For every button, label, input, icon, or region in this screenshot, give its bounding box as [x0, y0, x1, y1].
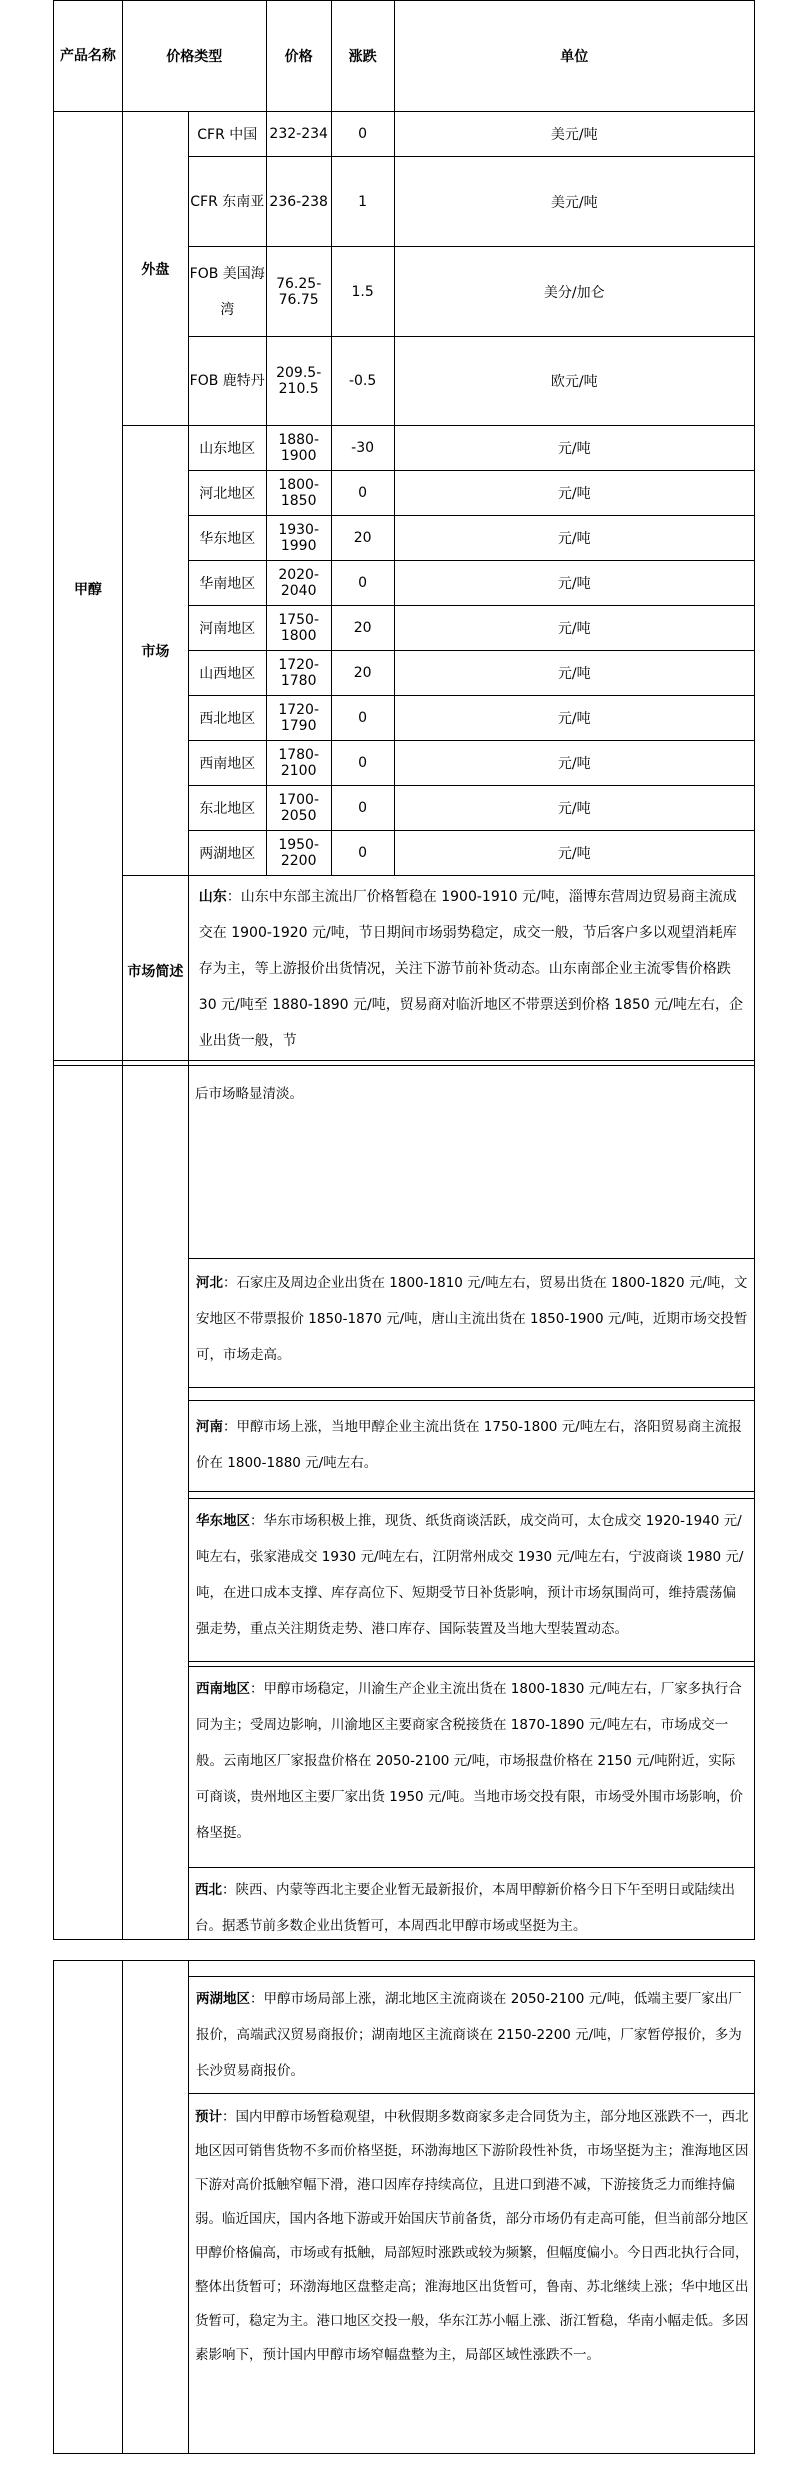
change-cell: 20	[331, 516, 394, 561]
price-type-cell: 西北地区	[188, 696, 266, 741]
summary-paragraph	[196, 1981, 748, 2089]
region-text: ：华东市场积极上推，现货、纸货商谈活跃，成交尚可，太仓成交 1920-1940 元/吨左右，张家港成交 1930 元/吨左右，江阴常州成交 1930 元/吨左右，宁波商谈 1980 元/吨，在进口成本支撑、库存高位下、短期受节日补货影响，预计市场氛围尚可，维持震荡偏强走势，重点关注期货走势、港口库存、国际装置及当地大型装置动态。	[196, 1513, 744, 1637]
change-cell: 20	[331, 606, 394, 651]
summary-paragraph	[195, 1872, 749, 1944]
region-title: 预计	[195, 2109, 222, 2125]
header-unit: 单位	[394, 1, 754, 112]
price-cell: 232-234	[266, 112, 331, 157]
unit-cell: 元/吨	[394, 786, 754, 831]
unit-cell: 美元/吨	[394, 157, 754, 247]
price-cell: 236-238	[266, 157, 331, 247]
unit-cell: 元/吨	[394, 561, 754, 606]
price-cell: 1700-2050	[266, 786, 331, 831]
region-title: 山东	[198, 889, 227, 905]
price-type-cell: 山西地区	[188, 651, 266, 696]
change-cell: -0.5	[331, 337, 394, 426]
summary-lianghu	[188, 1976, 755, 2094]
foreign-label: 外盘	[122, 112, 188, 426]
table-row	[54, 426, 755, 471]
unit-cell: 元/吨	[394, 426, 754, 471]
change-cell: 1.5	[331, 247, 394, 337]
price-type-cell: 华南地区	[188, 561, 266, 606]
summary-paragraph	[196, 1409, 748, 1481]
change-cell: 20	[331, 651, 394, 696]
header-change: 涨跌	[331, 1, 394, 112]
summary-shandong-cont	[195, 1076, 750, 1112]
summary-paragraph	[195, 2100, 749, 2372]
unit-cell: 欧元/吨	[394, 337, 754, 426]
change-cell: 0	[331, 696, 394, 741]
region-text: ：甲醇市场上涨，当地甲醇企业主流出货在 1750-1800 元/吨左右，洛阳贸易商主流报价在 1800-1880 元/吨左右。	[196, 1419, 742, 1471]
summary-paragraph	[196, 1265, 748, 1373]
product-name: 甲醇	[54, 112, 123, 1066]
region-text: ：甲醇市场稳定，川渝生产企业主流出货在 1800-1830 元/吨左右，厂家多执行合同为主；受周边影响，川渝地区主要商家含税接货在 1870-1890 元/吨左右，市场成交一般。云南地区厂家报盘价格在 2050-2100 元/吨，市场报盘价格在 2150 元/吨附近，实际可商谈，贵州地区主要厂家出货 1950 元/吨。当地市场交投有限，市场受外围市场影响，价格坚挺。	[196, 1681, 743, 1841]
change-cell: 0	[331, 786, 394, 831]
summary-shandong	[188, 876, 754, 1066]
change-cell: 0	[331, 471, 394, 516]
market-label: 市场	[122, 426, 188, 876]
price-cell: 76.25-76.75	[266, 247, 331, 337]
price-type-cell: CFR 中国	[188, 112, 266, 157]
unit-cell: 元/吨	[394, 831, 754, 876]
price-type-cell: FOB 鹿特丹	[188, 337, 266, 426]
change-cell: -30	[331, 426, 394, 471]
price-cell: 1950-2200	[266, 831, 331, 876]
change-cell: 1	[331, 157, 394, 247]
price-type-cell: 华东地区	[188, 516, 266, 561]
summary-xinan	[188, 1666, 755, 1868]
unit-cell: 元/吨	[394, 606, 754, 651]
price-cell: 1720-1780	[266, 651, 331, 696]
price-cell: 1750-1800	[266, 606, 331, 651]
summary-henan	[188, 1400, 755, 1492]
region-text: 后市场略显清淡。	[195, 1086, 303, 1102]
price-cell: 1780-2100	[266, 741, 331, 786]
page2-col-divider-1	[122, 1060, 123, 1940]
region-text: ：山东中东部主流出厂价格暂稳在 1900-1910 元/吨，淄博东营周边贸易商主流成交在 1900-1920 元/吨，节日期间市场弱势稳定，成交一般，节后客户多以观望消耗库存为主，等上游报价出货情况，关注下游节前补货动态。山东南部企业主流零售价格跌 30 元/吨至 1880-1890 元/吨，贸易商对临沂地区不带票送到价格 1850 元/吨左右，企业出货一般，节	[198, 889, 743, 1049]
price-type-cell: CFR 东南亚	[188, 157, 266, 247]
price-type-cell: 东北地区	[188, 786, 266, 831]
summary-label: 市场简述	[122, 876, 188, 1066]
price-cell: 2020-2040	[266, 561, 331, 606]
summary-xibei	[188, 1872, 755, 1940]
unit-cell: 元/吨	[394, 651, 754, 696]
price-cell: 1800-1850	[266, 471, 331, 516]
change-cell: 0	[331, 831, 394, 876]
price-type-cell: 河北地区	[188, 471, 266, 516]
unit-cell: 元/吨	[394, 471, 754, 516]
page3-col-divider-1	[122, 1960, 123, 2454]
unit-cell: 元/吨	[394, 741, 754, 786]
region-title: 西南地区	[196, 1681, 250, 1697]
region-title: 华东地区	[196, 1513, 250, 1529]
summary-paragraph	[196, 1671, 748, 1851]
change-cell: 0	[331, 741, 394, 786]
table-row	[54, 112, 755, 157]
summary-hebei	[188, 1258, 755, 1388]
price-cell: 209.5-210.5	[266, 337, 331, 426]
unit-cell: 元/吨	[394, 696, 754, 741]
price-type-cell: FOB 美国海湾	[188, 247, 266, 337]
price-cell: 1930-1990	[266, 516, 331, 561]
price-type-cell: 西南地区	[188, 741, 266, 786]
header-price: 价格	[266, 1, 331, 112]
summary-forecast	[188, 2096, 755, 2446]
region-text: ：石家庄及周边企业出货在 1800-1810 元/吨左右，贸易出货在 1800-1820 元/吨，文安地区不带票报价 1850-1870 元/吨，唐山主流出货在 1850-1900 元/吨，近期市场交投暂可，市场走高。	[196, 1275, 748, 1363]
region-text: ：甲醇市场局部上涨，湖北地区主流商谈在 2050-2100 元/吨，低端主要厂家出厂报价，高端武汉贸易商报价；湖南地区主流商谈在 2150-2200 元/吨，厂家暂停报价，多为长沙贸易商报价。	[196, 1991, 742, 2079]
unit-cell: 美元/吨	[394, 112, 754, 157]
region-title: 西北	[195, 1882, 222, 1898]
region-title: 两湖地区	[196, 1991, 250, 2007]
change-cell: 0	[331, 112, 394, 157]
region-title: 河南	[196, 1419, 223, 1435]
price-type-cell: 山东地区	[188, 426, 266, 471]
summary-row	[54, 876, 755, 1066]
price-type-cell: 河南地区	[188, 606, 266, 651]
region-title: 河北	[196, 1275, 223, 1291]
region-text: ：陕西、内蒙等西北主要企业暂无最新报价，本周甲醇新价格今日下午至明日或陆续出台。据悉节前多数企业出货暂可，本周西北甲醇市场或坚挺为主。	[195, 1882, 735, 1934]
price-cell: 1720-1790	[266, 696, 331, 741]
header-product: 产品名称	[54, 1, 123, 112]
summary-huadong	[188, 1498, 755, 1662]
unit-cell: 元/吨	[394, 516, 754, 561]
price-cell: 1880-1900	[266, 426, 331, 471]
header-price-type: 价格类型	[122, 1, 266, 112]
price-type-cell: 两湖地区	[188, 831, 266, 876]
header-row	[54, 1, 755, 112]
change-cell: 0	[331, 561, 394, 606]
summary-paragraph	[196, 1503, 748, 1647]
region-text: ：国内甲醇市场暂稳观望，中秋假期多数商家多走合同货为主，部分地区涨跌不一，西北地区因可销售货物不多而价格坚挺，环渤海地区下游阶段性补货，市场坚挺为主；淮海地区因下游对高价抵触窄幅下滑，港口因库存持续高位，且进口到港不减，下游接货乏力而维持偏弱。临近国庆，国内各地下游或开始国庆节前备货，部分市场仍有走高可能，但当前部分地区甲醇价格偏高，市场或有抵触，局部短时涨跌或较为频繁，但幅度偏小。今日西北执行合同，整体出货暂可；环渤海地区盘整走高；淮海地区出货暂可，鲁南、苏北继续上涨；华中地区出货暂可，稳定为主。港口地区交投一般，华东江苏小幅上涨、浙江暂稳，华南小幅走低。多因素影响下，预计国内甲醇市场窄幅盘整为主，局部区域性涨跌不一。	[195, 2109, 749, 2363]
unit-cell: 美分/加仑	[394, 247, 754, 337]
price-table	[53, 0, 755, 1066]
